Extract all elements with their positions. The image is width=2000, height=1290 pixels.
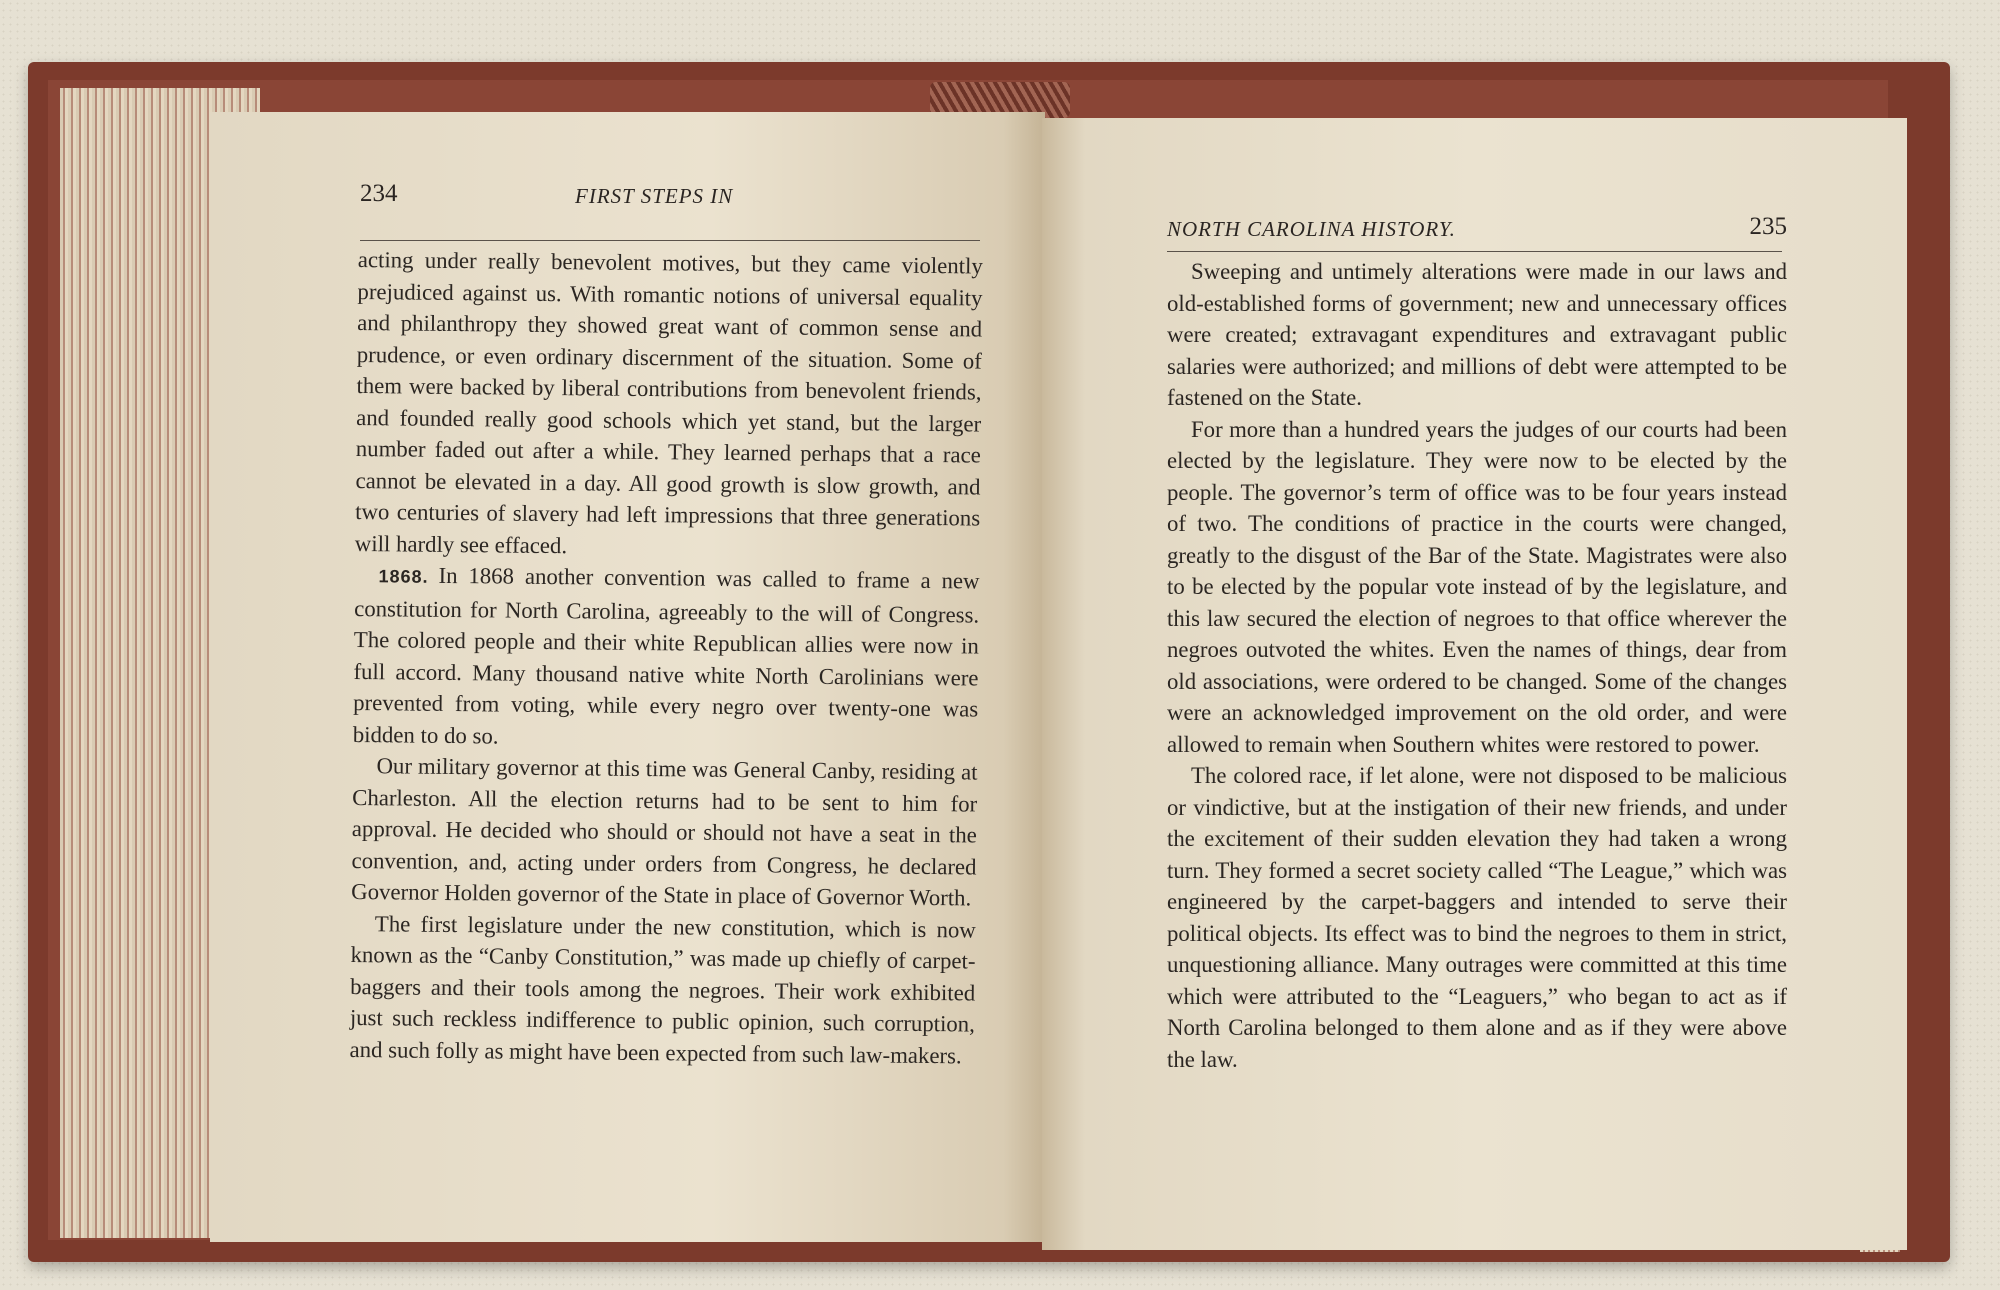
side-year-label: 1868. (378, 566, 429, 587)
right-header-rule (1167, 251, 1782, 252)
right-page-number: 235 (1749, 213, 1787, 240)
paragraph: For more than a hundred years the judges of our courts had been elected by the legislature. They were now to be elected by the people. The governor’s term of office was to be four years instead of two. The conditions of practice in the courts were changed, greatly to the disgust of the Bar of the State. Magistrates were also to be elected by the popular vote instead of by the legislature, and this law secured the election of negroes to that office wherever the negroes outvoted the whites. Even the names of things, dear from old associations, were ordered to be changed. Some of the changes were an acknowledged improvement on the old order, and were allowed to remain when Southern whites were restored to power. (1167, 416, 1787, 757)
paragraph: Sweeping and untimely alterations were made in our laws and old-established forms of government; new and unnecessary offices were created; extravagant expenditures and extravagant public salaries were authorized; and millions of debt were attempted to be fastened on the State. (1167, 259, 1787, 410)
paragraph (353, 559, 980, 757)
left-running-head: FIRST STEPS IN (575, 184, 734, 208)
left-header-rule (360, 240, 980, 241)
paragraph: The colored race, if let alone, were not disposed to be malicious or vindictive, but at the instigation of their new friends, and under the excitement of their sudden elevation they had taken a wrong turn. They formed a secret society called “The League,” which was engineered by the carpet-baggers and intended to serve their political objects. Its effect was to bind the negroes to them in strict, unquestioning alliance. Many outrages were committed at this time which were attributed to the “Leaguers,” who began to act as if North Carolina belonged to them alone and as if they were above the law. (1167, 763, 1787, 1072)
paragraph: Our military governor at this time was General Canby, residing at Charleston. All the election returns had to be sent to him for approval. He decided who should or should not have a seat in the convention, and, acting under orders from Congress, he declared Governor Holden governor of the State in place of Governor Worth. (351, 753, 978, 911)
left-page-body (349, 244, 983, 1071)
left-page (210, 112, 1045, 1242)
right-running-head: NORTH CAROLINA HISTORY. (1167, 217, 1456, 241)
right-page-body (1167, 256, 1787, 1075)
right-page (1042, 118, 1907, 1250)
paragraph-text: In 1868 another convention was called to frame a new constitution for North Carolina, agreeably to the will of Congress. The colored people and their white Republican allies were now in full accord. Many thousand native white North Carolinians were prevented from voting, while every negro over twenty-one was bidden to do so. (352, 562, 980, 748)
paragraph: acting under really benevolent motives, but they came violently prejudiced against us. With romantic notions of universal equality and philanthropy they showed great want of common sense and prudence, or even ordinary discernment of the situation. Some of them were backed by liberal contributions from benevolent friends, and founded really good schools which yet stand, but the larger number faded out after a while. They learned perhaps that a race cannot be elevated in a day. All good growth is slow growth, and two centuries of slavery had left impressions that three generations will hardly see effaced. (354, 246, 983, 558)
left-page-number: 234 (360, 180, 398, 207)
paragraph: The first legislature under the new constitution, which is now known as the “Canby Constitution,” was made up chiefly of carpet-baggers and their tools among the negroes. Their work exhibited just such reckless indifference to public opinion, such corruption, and such folly as might have been expected from such law-makers. (349, 910, 976, 1068)
